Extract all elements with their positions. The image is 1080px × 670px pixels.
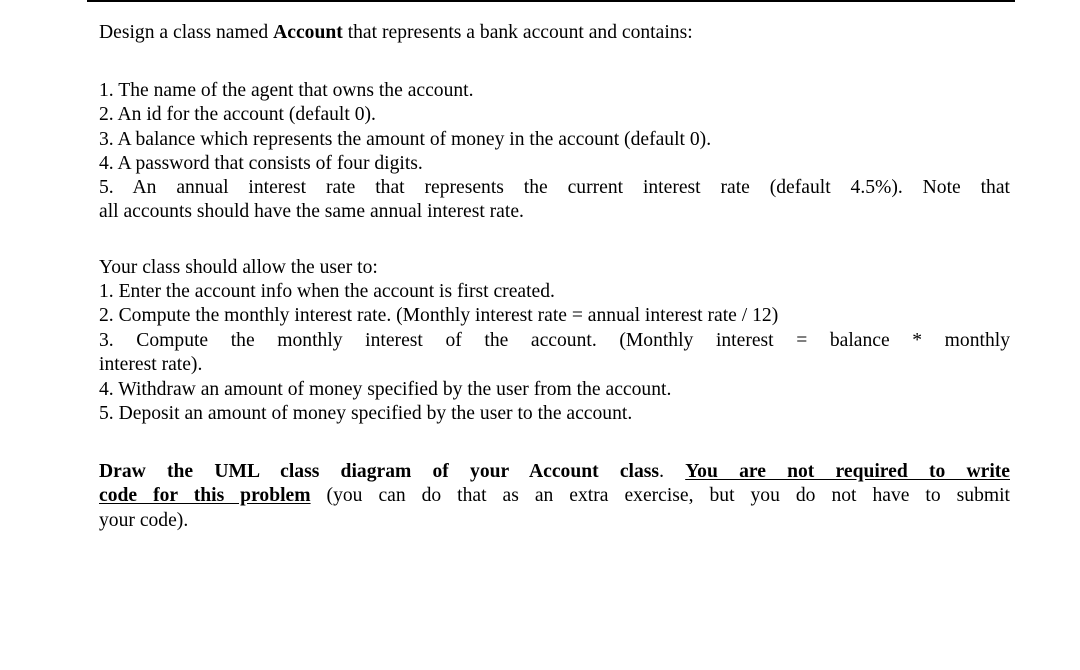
top-rule (87, 0, 1015, 2)
task-text: (you can do that as an extra exercise, but you do not have to submit (310, 485, 1010, 506)
operation-item-cont: interest rate). (99, 354, 203, 375)
operation-item: 4. Withdraw an amount of money specified by the user from the account. (99, 379, 672, 400)
class-name: Account (273, 22, 343, 43)
attribute-item: 5. An annual interest rate that represents the current interest rate (default 4.5%). Note that (99, 177, 1010, 198)
attribute-item: 1. The name of the agent that owns the account. (99, 80, 474, 101)
attribute-item: 4. A password that consists of four digits. (99, 153, 423, 174)
attribute-item: 2. An id for the account (default 0). (99, 104, 376, 125)
attribute-item: 3. A balance which represents the amount of money in the account (default 0). (99, 129, 712, 150)
task-underline: You are not required to write (685, 461, 1010, 482)
operation-item: 1. Enter the account info when the account is first created. (99, 281, 555, 302)
task-period: . (659, 461, 664, 482)
operation-item: 2. Compute the monthly interest rate. (Monthly interest rate = annual interest rate / 12) (99, 305, 779, 326)
attribute-item-cont: all accounts should have the same annual interest rate. (99, 201, 524, 222)
operation-item: 3. Compute the monthly interest of the account. (Monthly interest = balance * monthly (99, 330, 1010, 351)
operation-item: 5. Deposit an amount of money specified by the user to the account. (99, 403, 633, 424)
intro-line (99, 21, 1010, 45)
task-line-1 (99, 460, 1010, 484)
allow-heading: Your class should allow the user to: (99, 257, 378, 278)
task-underline: code for this problem (99, 485, 311, 506)
intro-text-end: that represents a bank account and contains: (342, 22, 693, 43)
task-line-3: your code). (99, 510, 189, 531)
intro-text: Design a class named (99, 22, 274, 43)
task-bold: Draw the UML class diagram of your Account class (99, 461, 660, 482)
task-line-2 (99, 484, 1010, 508)
